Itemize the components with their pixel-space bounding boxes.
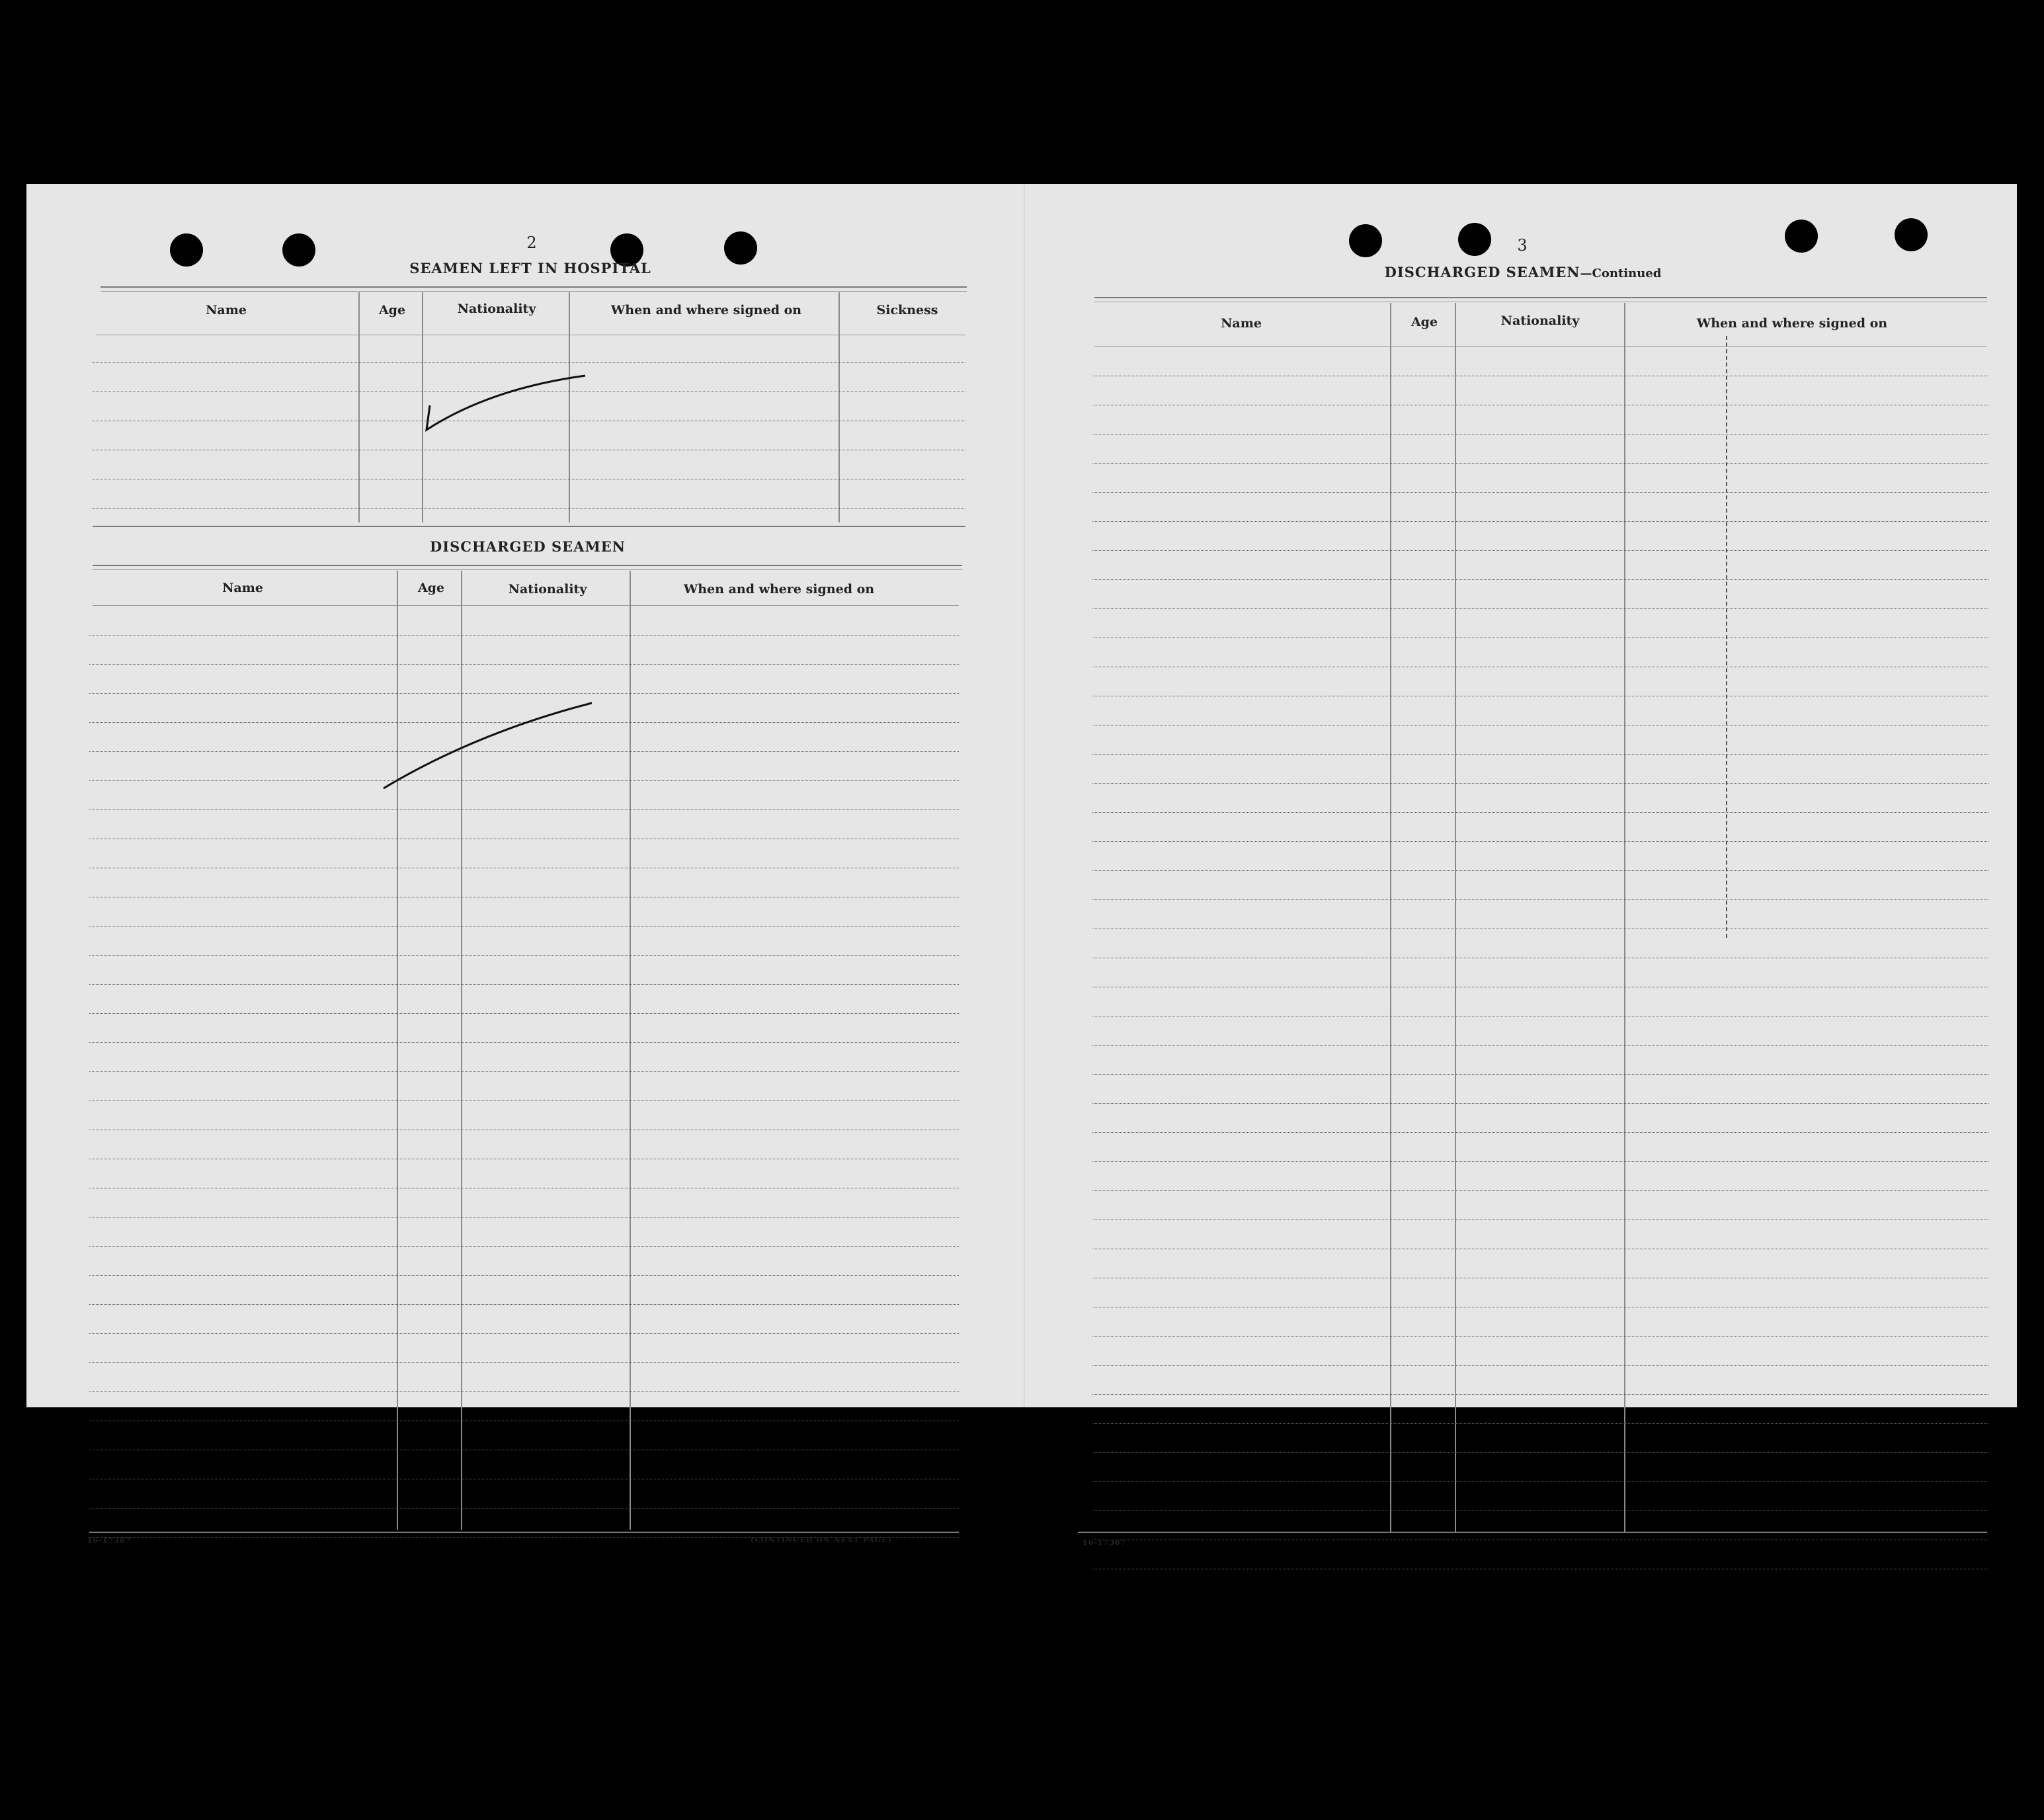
discharged-col-age: Age — [417, 581, 445, 595]
right-col-nationality: Nationality — [1500, 313, 1580, 328]
left-form-number: 16-17387 — [87, 1536, 132, 1545]
hospital-col-signed-on: When and where signed on — [610, 303, 802, 317]
right-form-number: 16-17387 — [1083, 1538, 1127, 1547]
right-section-title-main: DISCHARGED SEAMEN — [1384, 264, 1580, 280]
right-col-name: Name — [1221, 316, 1262, 331]
hospital-col-name: Name — [206, 303, 247, 317]
pen-marks — [26, 184, 2017, 1407]
hospital-col-nationality: Nationality — [457, 302, 536, 316]
right-page-number: 3 — [1517, 236, 1528, 255]
right-section-title-suffix: —Continued — [1580, 267, 1662, 280]
discharged-section-title: DISCHARGED SEAMEN — [430, 538, 626, 555]
discharged-col-signed-on: When and where signed on — [683, 582, 875, 597]
check-mark — [427, 376, 585, 430]
right-col-signed-on: When and where signed on — [1696, 316, 1888, 331]
check-mark — [384, 703, 592, 788]
continued-note: (CONTINUED ON NEXT PAGE) — [751, 1536, 892, 1544]
discharged-col-name: Name — [222, 581, 263, 595]
right-col-age: Age — [1410, 315, 1438, 329]
hospital-col-sickness: Sickness — [876, 303, 938, 317]
hospital-col-age: Age — [378, 303, 406, 317]
left-page-number: 2 — [526, 233, 537, 252]
hospital-section-title: SEAMEN LEFT IN HOSPITAL — [409, 260, 651, 276]
record-sheet — [26, 184, 2017, 1547]
discharged-col-nationality: Nationality — [508, 582, 587, 597]
